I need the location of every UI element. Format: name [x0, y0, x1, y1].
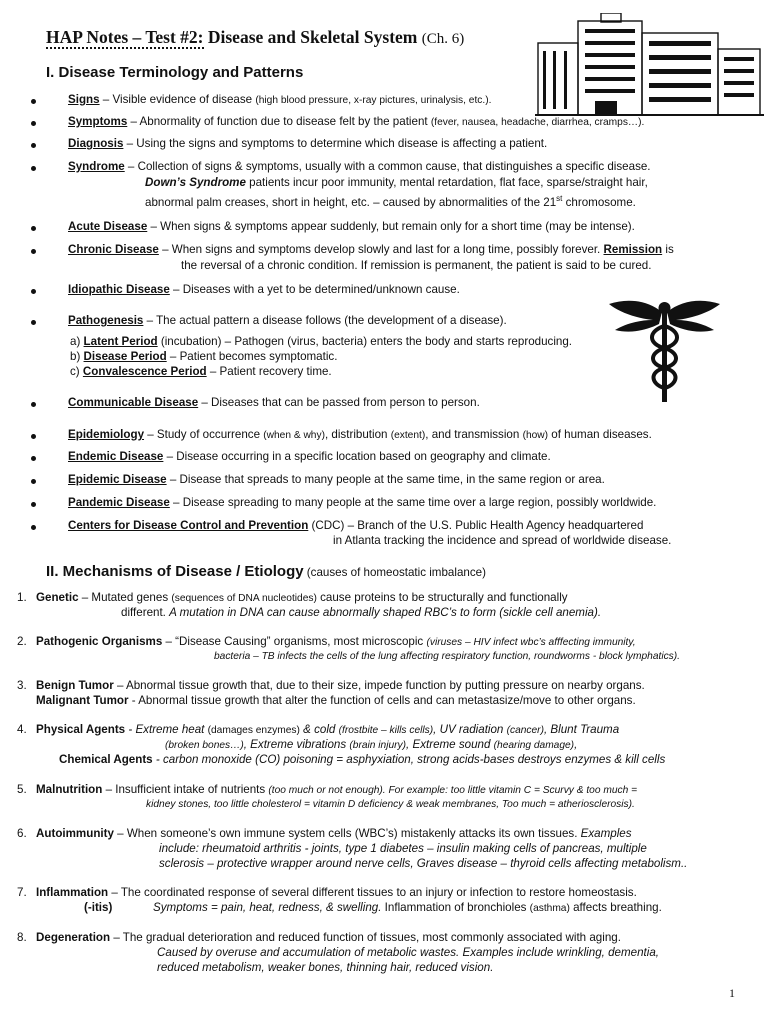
bullet — [31, 143, 36, 148]
autoimmunity-line3: sclerosis – protective wrapper around nerve cells, Graves disease – thyroid cells affecting metabolism.. — [159, 857, 688, 870]
genetic-item: Genetic – Mutated genes (sequences of DNA nucleotides) cause proteins to be structurally and functionally — [36, 591, 568, 604]
physical-agents-line2: (broken bones…), Extreme vibrations (brain injury), Extreme sound (hearing damage), — [165, 738, 578, 751]
malnutrition-item: Malnutrition – Insufficient intake of nutrients (too much or not enough). For example: too little vitamin C = Scurvy & too much = — [36, 783, 638, 796]
section1-heading: I. Disease Terminology and Patterns — [46, 64, 304, 81]
symptoms-item: Symptoms – Abnormality of function due to disease felt by the patient (fever, nausea, headache, diarrhea, cramps…). — [68, 115, 645, 128]
pathogenic-line2: bacteria – TB infects the cells of the lung affecting respiratory function, roundworms - block lymphatics). — [214, 651, 681, 662]
bullet — [31, 99, 36, 104]
signs-item: Signs – Visible evidence of disease (high blood pressure, x-ray pictures, urinalysis, etc.). — [68, 93, 492, 106]
caduceus-icon — [607, 290, 722, 406]
chemical-agents-item: Chemical Agents - carbon monoxide (CO) poisoning = asphyxiation, strong acids-bases destroys enzymes & kill cells — [59, 753, 666, 766]
convalescence-period-item: c) Convalescence Period – Patient recovery time. — [70, 365, 332, 378]
acute-item: Acute Disease – When signs & symptoms appear suddenly, but remain only for a short time (may be intense). — [68, 220, 635, 233]
diagnosis-item: Diagnosis – Using the signs and symptoms to determine which disease is affecting a patient. — [68, 137, 548, 150]
chronic-line2: the reversal of a chronic condition. If remission is permanent, the patient is said to be cured. — [181, 259, 652, 272]
item-number: 6. — [17, 827, 27, 840]
bullet — [31, 502, 36, 507]
idiopathic-item: Idiopathic Disease – Diseases with a yet to be determined/unknown cause. — [68, 283, 460, 296]
page-title — [46, 27, 464, 48]
item-number: 7. — [17, 886, 27, 899]
pathogenesis-item: Pathogenesis – The actual pattern a disease follows (the development of a disease). — [68, 314, 507, 327]
latent-period-item: a) Latent Period (incubation) – Pathogen (virus, bacteria) enters the body and starts reproducing. — [70, 335, 573, 348]
physical-agents-item: Physical Agents - Extreme heat (damages enzymes) & cold (frostbite – kills cells), UV radiation (cancer), Blunt Trauma — [36, 723, 620, 736]
malignant-tumor-item: Malignant Tumor - Abnormal tissue growth that alter the function of cells and can metastasize/move to other organs. — [36, 694, 636, 707]
disease-period-item: b) Disease Period – Patient becomes symptomatic. — [70, 350, 338, 363]
autoimmunity-line2: include: rheumatoid arthritis - joints, type 1 diabetes – insulin making cells of pancreas, multiple — [159, 842, 647, 855]
epidemic-item: Epidemic Disease – Disease that spreads to many people at the same time, in the same region or area. — [68, 473, 605, 486]
pandemic-item: Pandemic Disease – Disease spreading to many people at the same time over a large region, possibly worldwide. — [68, 496, 657, 509]
endemic-item: Endemic Disease – Disease occurring in a specific location based on geography and climate. — [68, 450, 551, 463]
genetic-line2: different. A mutation in DNA can cause abnormally shaped RBC’s to form (sickle cell anemia). — [121, 606, 602, 619]
item-number: 1. — [17, 591, 27, 604]
item-number: 5. — [17, 783, 27, 796]
item-number: 2. — [17, 635, 27, 648]
benign-tumor-item: Benign Tumor – Abnormal tissue growth that, due to their size, impede function by putting pressure on nearby organs. — [36, 679, 645, 692]
bullet — [31, 456, 36, 461]
bullet — [31, 226, 36, 231]
bullet — [31, 289, 36, 294]
bullet — [31, 249, 36, 254]
section2-heading: II. Mechanisms of Disease / Etiology (causes of homeostatic imbalance) — [46, 563, 486, 580]
topic-label: Disease and Skeletal System — [207, 27, 418, 47]
itis-label: (-itis) — [84, 901, 113, 914]
bullet — [31, 525, 36, 530]
course-label: HAP Notes – Test #2: — [46, 27, 204, 47]
malnutrition-line2: kidney stones, too little cholesterol = vitamin D deficiency & weak membranes, Too much = atheriosclerosis). — [146, 799, 635, 810]
degeneration-line2: Caused by overuse and accumulation of metabolic wastes. Examples include wrinkling, dementia, — [157, 946, 660, 959]
inflammation-item: Inflammation – The coordinated response of several different tissues to an injury or infection to restore homeostasis. — [36, 886, 637, 899]
syndrome-item: Syndrome – Collection of signs & symptoms, usually with a common cause, that distinguishes a specific disease. — [68, 160, 651, 173]
hospital-building-icon — [535, 13, 765, 117]
chapter-label: (Ch. 6) — [421, 31, 465, 47]
bullet — [31, 121, 36, 126]
bullet — [31, 166, 36, 171]
cdc-item: Centers for Disease Control and Prevention (CDC) – Branch of the U.S. Public Health Agency headquartered — [68, 519, 644, 532]
chronic-item: Chronic Disease – When signs and symptoms develop slowly and last for a long time, possibly forever. Remission is — [68, 243, 674, 256]
item-number: 4. — [17, 723, 27, 736]
bullet — [31, 434, 36, 439]
inflammation-line2: Symptoms = pain, heat, redness, & swelling. Inflammation of bronchioles (asthma) affects breathing. — [153, 901, 662, 914]
bullet — [31, 402, 36, 407]
bullet — [31, 320, 36, 325]
item-number: 8. — [17, 931, 27, 944]
pathogenic-item: Pathogenic Organisms – “Disease Causing” organisms, most microscopic (viruses – HIV infect wbc’s afffecting immunity, — [36, 635, 636, 648]
syndrome-example-line2: abnormal palm creases, short in height, etc. – caused by abnormalities of the 21st chromosome. — [145, 194, 636, 209]
bullet — [31, 479, 36, 484]
syndrome-example: Down’s Syndrome patients incur poor immunity, mental retardation, flat face, sparse/straight hair, — [145, 176, 648, 189]
cdc-line2: in Atlanta tracking the incidence and spread of worldwide disease. — [333, 534, 672, 547]
autoimmunity-item: Autoimmunity – When someone’s own immune system cells (WBC’s) mistakenly attacks its own tissues. Examples — [36, 827, 632, 840]
communicable-item: Communicable Disease – Diseases that can be passed from person to person. — [68, 396, 480, 409]
degeneration-item: Degeneration – The gradual deterioration and reduced function of tissues, most commonly associated with aging. — [36, 931, 621, 944]
degeneration-line3: reduced metabolism, weaker bones, thinning hair, reduced vision. — [157, 961, 494, 974]
page-number: 1 — [729, 986, 735, 1000]
epidemiology-item: Epidemiology – Study of occurrence (when & why), distribution (extent), and transmission (how) of human diseases. — [68, 428, 652, 441]
item-number: 3. — [17, 679, 27, 692]
